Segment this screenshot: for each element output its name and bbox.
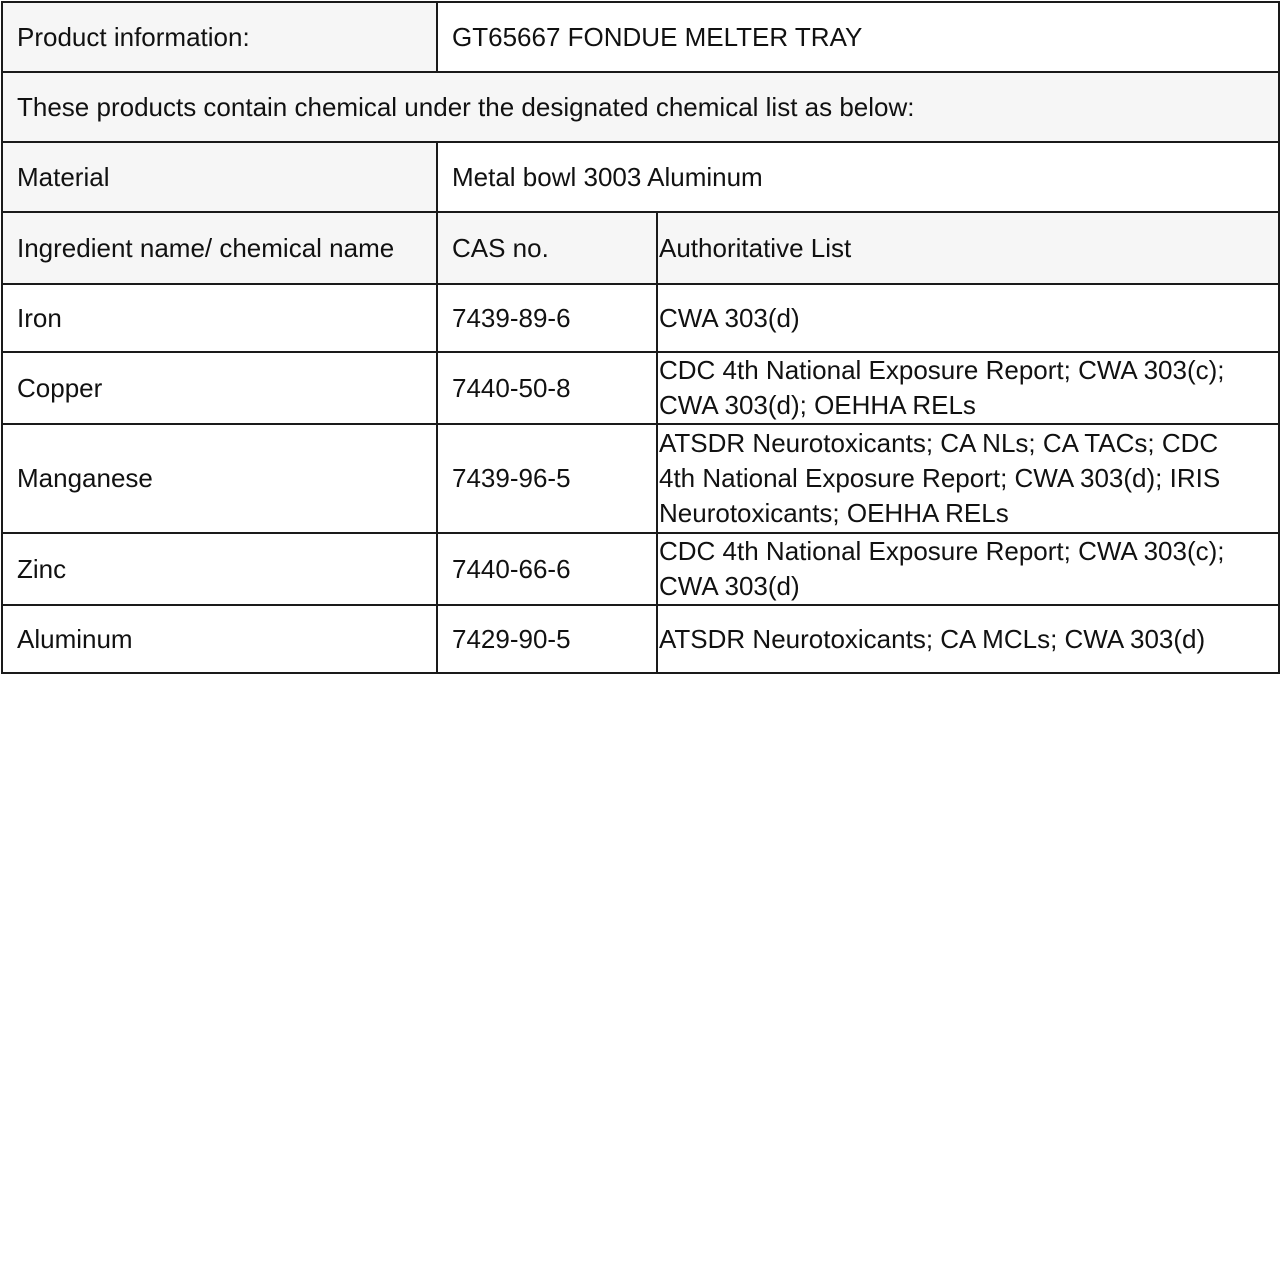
cas-number: 7439-89-6: [437, 284, 657, 352]
notice-row: [2, 72, 1279, 142]
product-info-row: [2, 2, 1279, 72]
cas-number: 7440-66-6: [437, 533, 657, 605]
material-row: [2, 142, 1279, 212]
authoritative-list-line: 4th National Exposure Report; CWA 303(d); IRIS: [659, 463, 1221, 493]
material-label: Material: [2, 142, 437, 212]
authoritative-list-line: CWA 303(d): [659, 302, 800, 333]
cas-number: 7439-96-5: [437, 424, 657, 533]
ingredient-name: Iron: [2, 284, 437, 352]
authoritative-list-line: CWA 303(d); OEHHA RELs: [659, 390, 976, 420]
cas-number: 7440-50-8: [437, 352, 657, 424]
table-row: [2, 352, 1279, 424]
ingredient-name: Zinc: [2, 533, 437, 605]
table-row: [2, 533, 1279, 605]
authoritative-list-line: CWA 303(d): [659, 571, 800, 601]
material-value: Metal bowl 3003 Aluminum: [437, 142, 1279, 212]
column-header-row: [2, 212, 1279, 284]
authoritative-list-line: ATSDR Neurotoxicants; CA MCLs; CWA 303(d): [659, 623, 1206, 654]
table-row: [2, 424, 1279, 533]
authoritative-list-cell: [657, 533, 1279, 605]
authoritative-list-cell: [657, 352, 1279, 424]
cas-number: 7429-90-5: [437, 605, 657, 673]
authoritative-list-line: Neurotoxicants; OEHHA RELs: [659, 498, 1009, 528]
authoritative-list-line: CDC 4th National Exposure Report; CWA 303(c);: [659, 355, 1225, 385]
authoritative-list-cell: [657, 284, 1279, 352]
ingredient-name: Copper: [2, 352, 437, 424]
table-row: [2, 605, 1279, 673]
notice-text: These products contain chemical under the designated chemical list as below:: [2, 72, 1279, 142]
authoritative-list-cell: [657, 605, 1279, 673]
chemical-disclosure-table: [1, 1, 1280, 674]
product-info-label: Product information:: [2, 2, 437, 72]
column-header-ingredient: Ingredient name/ chemical name: [2, 212, 437, 284]
table-row: [2, 284, 1279, 352]
ingredient-name: Manganese: [2, 424, 437, 533]
ingredient-name: Aluminum: [2, 605, 437, 673]
authoritative-list-line: CDC 4th National Exposure Report; CWA 303(c);: [659, 536, 1225, 566]
column-header-cas: CAS no.: [437, 212, 657, 284]
authoritative-list-line: ATSDR Neurotoxicants; CA NLs; CA TACs; CDC: [659, 428, 1219, 458]
product-info-value: GT65667 FONDUE MELTER TRAY: [437, 2, 1279, 72]
authoritative-list-cell: [657, 424, 1279, 533]
column-header-authoritative-list: Authoritative List: [657, 212, 1279, 284]
